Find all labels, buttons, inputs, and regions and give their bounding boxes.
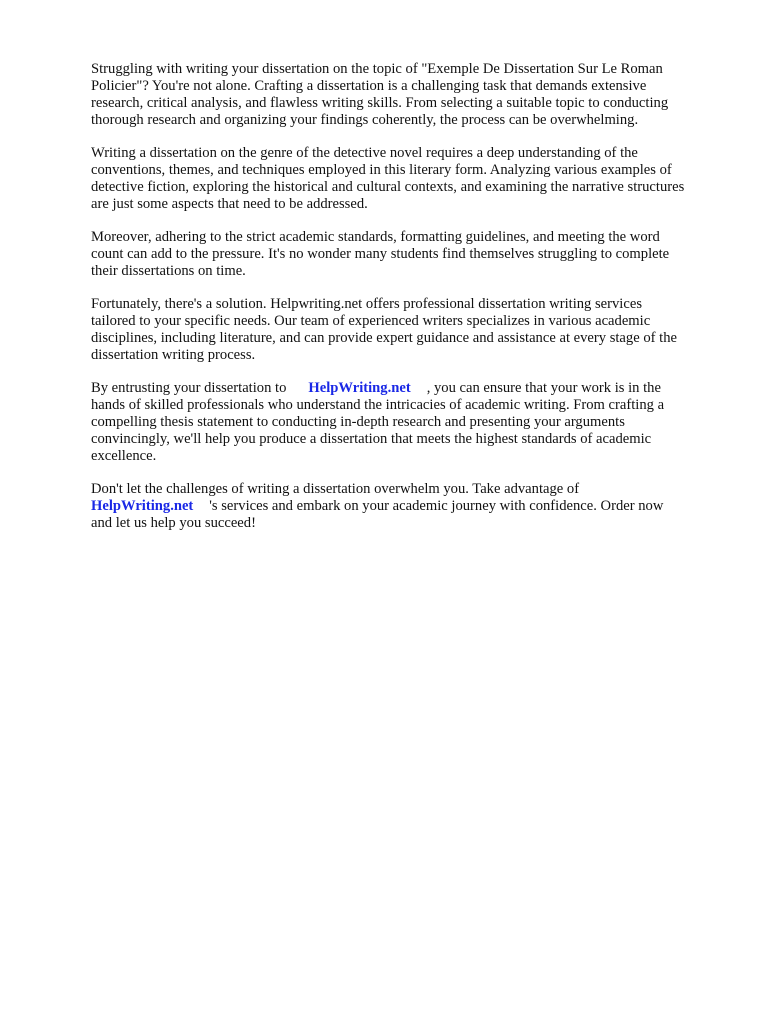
text-line: Fortunately, there's a solution. Helpwriting.net offers professional dissertation writing services	[91, 296, 642, 312]
document-body	[91, 61, 731, 548]
text-line: compelling thesis statement to conducting in-depth research and presenting your arguments	[91, 414, 625, 430]
text-line: Struggling with writing your dissertation on the topic of "Exemple De Dissertation Sur Le Roman	[91, 61, 663, 77]
paragraph-standards	[91, 229, 731, 280]
text-line: disciplines, including literature, and can provide expert guidance and assistance at every stage of the	[91, 330, 677, 346]
text-line: Policier"? You're not alone. Crafting a dissertation is a challenging task that demands extensive	[91, 78, 647, 94]
text-line: count can add to the pressure. It's no wonder many students find themselves struggling to complete	[91, 246, 670, 262]
paragraph-solution	[91, 296, 731, 364]
text-line: Writing a dissertation on the genre of the detective novel requires a deep understanding of the	[91, 145, 638, 161]
text-line: and let us help you succeed!	[91, 515, 256, 531]
paragraph-closing	[91, 481, 731, 532]
helpwriting-link[interactable]: HelpWriting.net	[91, 498, 194, 514]
paragraph-intro	[91, 61, 731, 129]
text-line-start: By entrusting your dissertation to	[91, 380, 287, 396]
text-line: tailored to your specific needs. Our team of experienced writers specializes in various academic	[91, 313, 651, 329]
text-line: detective fiction, exploring the historical and cultural contexts, and examining the narrative structures	[91, 179, 685, 195]
text-line: research, critical analysis, and flawless writing skills. From selecting a suitable topic to conducting	[91, 95, 669, 111]
text-line: their dissertations on time.	[91, 263, 246, 279]
text-line: thorough research and organizing your findings coherently, the process can be overwhelming.	[91, 112, 639, 128]
text-line: convincingly, we'll help you produce a dissertation that meets the highest standards of academic	[91, 431, 652, 447]
paragraph-genre	[91, 145, 731, 213]
text-line: dissertation writing process.	[91, 347, 256, 363]
text-line: hands of skilled professionals who understand the intricacies of academic writing. From crafting a	[91, 397, 665, 413]
text-line: conventions, themes, and techniques employed in this literary form. Analyzing various examples of	[91, 162, 672, 178]
paragraph-entrusting	[91, 380, 731, 465]
text-line: excellence.	[91, 448, 157, 464]
text-line: Don't let the challenges of writing a dissertation overwhelm you. Take advantage of	[91, 481, 580, 497]
text-line-end: 's services and embark on your academic journey with confidence. Order now	[209, 498, 664, 514]
text-line: Moreover, adhering to the strict academic standards, formatting guidelines, and meeting the word	[91, 229, 660, 245]
text-line: are just some aspects that need to be addressed.	[91, 196, 368, 212]
text-line-end: , you can ensure that your work is in the	[426, 380, 661, 396]
helpwriting-link[interactable]: HelpWriting.net	[308, 380, 411, 396]
